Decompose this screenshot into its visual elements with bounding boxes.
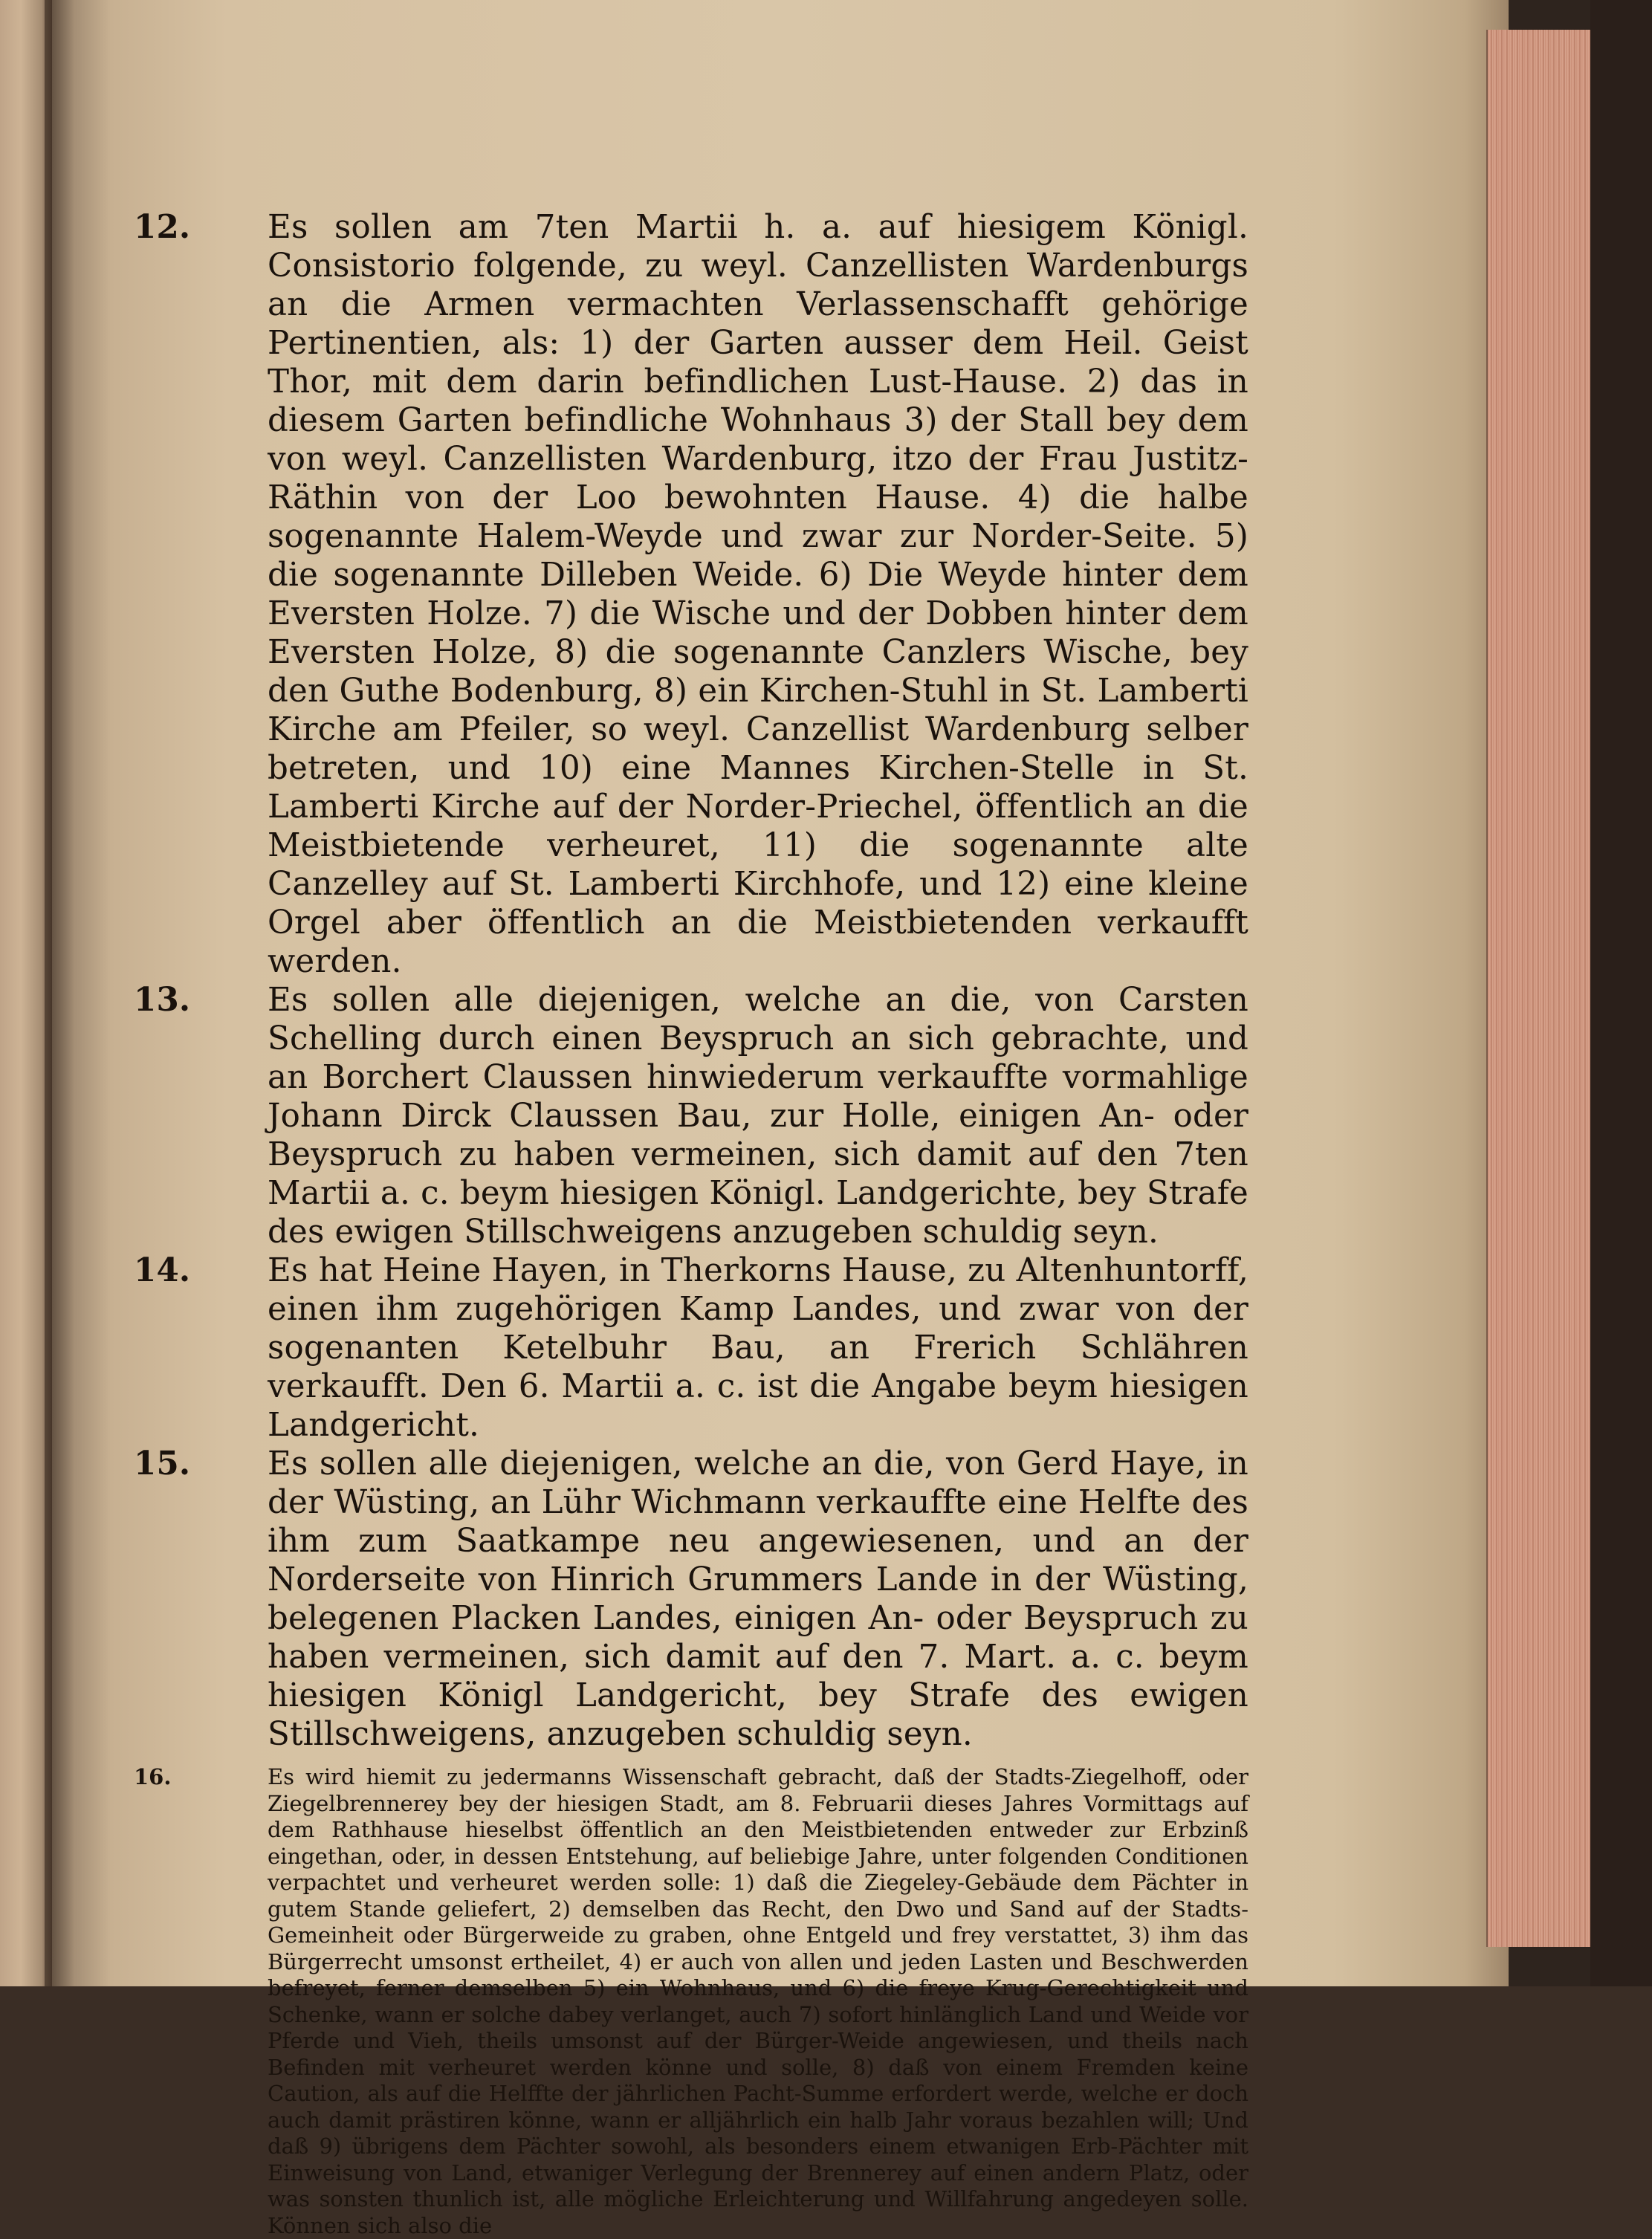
entry-number: 12. [134, 208, 191, 246]
entry-number: 13. [134, 981, 191, 1019]
entry-number: 14. [134, 1251, 191, 1289]
gutter-shadow [45, 0, 74, 1986]
notice-entry-12 [134, 208, 1248, 981]
entry-text: Es sollen alle diejenigen, welche an die, von Gerd Haye, in der Wüsting, an Lühr Wichmann verkauffte eine Helfte des ihm zum Saatkampe neu angewiesenen, und an der Norderseite von Hinrich Grummers Lande in der Wüsting, belegenen Placken Landes, einigen An- oder Beyspruch zu haben vermeinen, sich damit auf den 7. Mart. a. c. beym hiesigen Königl Landgericht, bey Strafe des ewigen Stillschweigens, anzugeben schuldig seyn. [268, 1445, 1248, 1753]
background-right [1590, 0, 1652, 1986]
entry-text: Es hat Heine Hayen, in Therkorns Hause, zu Altenhuntorff, einen ihm zugehörigen Kamp Landes, und zwar von der sogenanten Ketelbuhr Bau, an Frerich Schlähren verkaufft. Den 6. Martii a. c. ist die Angabe beym hiesigen Landgericht. [268, 1252, 1248, 1444]
notice-entry-16 [134, 1764, 1248, 2239]
page-fore-edge [1486, 30, 1592, 1947]
entry-text: Es wird hiemit zu jedermanns Wissenschaft gebracht, daß der Stadts-Ziegelhoff, oder Ziegelbrennerey bey der hiesigen Stadt, am 8. Februarii dieses Jahres Vormittags auf dem Rathhause hieselbst öffentlich an den Meistbietenden entweder zur Erbzinß eingethan, oder, in dessen Entstehung, auf beliebige Jahre, unter folgenden Conditionen verpachtet und verheuret werden solle: 1) daß die Ziegeley-Gebäude dem Pächter in gutem Stande geliefert, 2) demselben das Recht, den Dwo und Sand auf der Stadts-Gemeinheit oder Bürgerweide zu graben, ohne Entgeld und frey verstattet, 3) ihm das Bürgerrecht umsonst ertheilet, 4) er auch von allen und jeden Lasten und Beschwerden befreyet, ferner demselben 5) ein Wohnhaus, und 6) die freye Krug-Gerechtigkeit und Schenke, wann er solche dabey verlanget, auch 7) sofort hinlänglich Land und Weide vor Pferde und Vieh, theils umsonst auf der Bürger-Weide angewiesen, und theils nach Befinden mit verheuret werden könne und solle, 8) daß von einem Fremden keine Caution, als auf die Helffte der jährlichen Pacht-Summe erfordert werde, welche er doch auch damit prästiren könne, wann er alljährlich ein halb Jahr voraus bezahlen will; Und daß 9) übrigens dem Pächter sowohl, als besonders einem etwanigen Erb-Pächter mit Einweisung von Land, etwaniger Verlegung der Brennerey auf einen andern Platz, oder was sonsten thunlich ist, alle mögliche Erleichterung und Willfahrung angedeyen solle. Können sich also die [268, 1764, 1248, 2238]
entry-text: Es sollen am 7ten Martii h. a. auf hiesigem Königl. Consistorio folgende, zu weyl. Canzellisten Wardenburgs an die Armen vermachten Verlassenschafft gehörige Pertinentien, als: 1) der Garten ausser dem Heil. Geist Thor, mit dem darin befindlichen Lust-Hause. 2) das in diesem Garten befindliche Wohnhaus 3) der Stall bey dem von weyl. Canzellisten Wardenburg, itzo der Frau Justitz-Räthin von der Loo bewohnten Hause. 4) die halbe sogenannte Halem-Weyde und zwar zur Norder-Seite. 5) die sogenannte Dilleben Weide. 6) Die Weyde hinter dem Eversten Holze. 7) die Wische und der Dobben hinter dem Eversten Holze, 8) die sogenannte Canzlers Wische, bey den Guthe Bodenburg, 8) ein Kirchen-Stuhl in St. Lamberti Kirche am Pfeiler, so weyl. Canzellist Wardenburg selber betreten, und 10) eine Mannes Kirchen-Stelle in St. Lamberti Kirche auf der Norder-Priechel, öffentlich an die Meistbietende verheuret, 11) die sogenannte alte Canzelley auf St. Lamberti Kirchhofe, und 12) eine kleine Orgel aber öffentlich an die Meistbietenden verkaufft werden. [268, 209, 1248, 980]
entry-number: 16. [134, 1764, 172, 1789]
entry-number: 15. [134, 1445, 191, 1483]
notice-entry-13 [134, 981, 1248, 1251]
notice-text-block [134, 208, 1248, 2239]
entry-text: Es sollen alle diejenigen, welche an die, von Carsten Schelling durch einen Beyspruch an sich gebrachte, und an Borchert Claussen hinwiederum verkauffte vormahlige Johann Dirck Claussen Bau, zur Holle, einigen An- oder Beyspruch zu haben vermeinen, sich damit auf den 7ten Martii a. c. beym hiesigen Königl. Landgerichte, bey Strafe des ewigen Stillschweigens anzugeben schuldig seyn. [268, 982, 1248, 1251]
notice-entry-15 [134, 1445, 1248, 1754]
notice-entry-14 [134, 1251, 1248, 1445]
